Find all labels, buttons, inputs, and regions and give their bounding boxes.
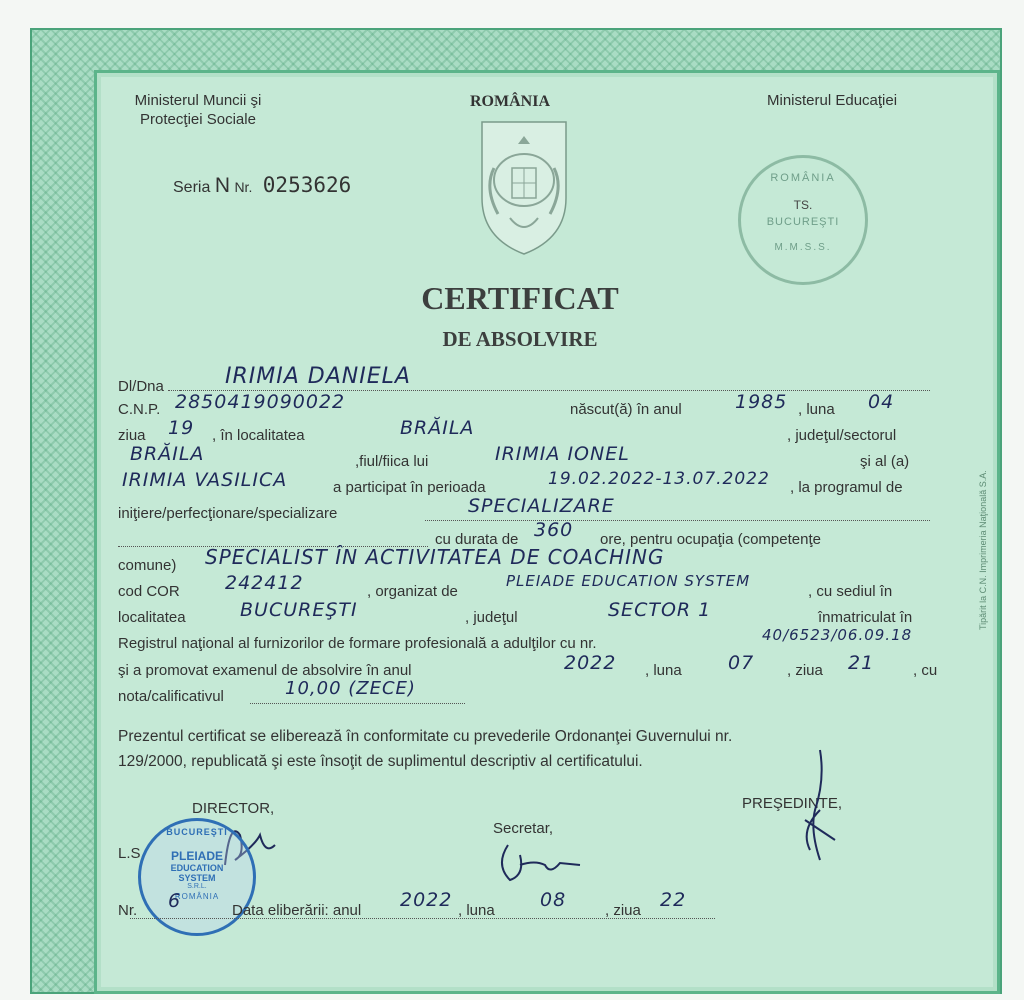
organizer-label: , organizat de xyxy=(367,583,458,600)
form-line-locality: ziua xyxy=(118,427,146,444)
printer-note: Tipărit la C.N. Imprimeria Naţională S.A. xyxy=(978,470,988,630)
mother-name: IRIMIA VASILICA xyxy=(122,469,288,491)
training-period: 19.02.2022-13.07.2022 xyxy=(548,469,770,489)
duration-hours: 360 xyxy=(534,519,574,541)
father-name: IRIMIA IONEL xyxy=(495,443,630,465)
coat-of-arms-icon xyxy=(474,118,574,263)
program-dotted-line xyxy=(425,520,930,521)
period-label: a participat în perioada xyxy=(333,479,486,496)
program-type-label: iniţiere/perfecţionare/specializare xyxy=(118,505,338,522)
with-label: , cu xyxy=(913,662,938,679)
cor-label: cod COR xyxy=(118,583,180,600)
common-label: comune) xyxy=(118,557,177,574)
secretary-signature xyxy=(490,835,590,885)
birth-year: 1985 xyxy=(735,391,788,413)
cor-code: 242412 xyxy=(225,572,304,594)
issue-day-label: , ziua xyxy=(605,902,641,919)
legal-note-2: 129/2000, republicată şi este însoţit de suplimentul descriptiv al certificatului. xyxy=(118,753,643,770)
certificate-title: CERTIFICAT xyxy=(421,280,619,316)
exam-month: 07 xyxy=(728,652,755,674)
embossed-seal: ROMÂNIA TS. BUCUREŞTI M.M.S.S. xyxy=(738,155,868,285)
and-label: şi al (a) xyxy=(860,453,910,470)
seat-label: , cu sediul în xyxy=(808,583,893,600)
occupation-name: SPECIALIST ÎN ACTIVITATEA DE COACHING xyxy=(205,545,665,569)
county-label: , judeţul/sectorul xyxy=(787,427,897,444)
footer-nr-label: Nr. xyxy=(118,902,138,919)
born-label-group: născut(ă) în anul xyxy=(570,401,682,418)
locality-label: , în localitatea xyxy=(212,427,305,444)
registered-label: înmatriculat în xyxy=(818,609,913,626)
grade-value: 10,00 (ZECE) xyxy=(285,678,416,699)
program-label: , la programul de xyxy=(790,479,903,496)
seat-county-label: , judeţul xyxy=(465,609,518,626)
issue-day: 22 xyxy=(660,889,687,911)
registry-label: Registrul naţional al furnizorilor de formare profesională a adulţilor cu nr. xyxy=(118,635,597,652)
registry-number: 40/6523/06.09.18 xyxy=(762,626,913,644)
seat-county: SECTOR 1 xyxy=(608,599,712,621)
birth-county: BRĂILA xyxy=(130,443,205,465)
exam-day: 21 xyxy=(848,652,875,674)
serial-number-row: Seria N Nr. 0253626 xyxy=(173,173,352,197)
birth-locality: BRĂILA xyxy=(400,417,475,439)
duration-label: cu durata de xyxy=(435,531,519,548)
exam-day-label: , ziua xyxy=(787,662,823,679)
secretary-label: Secretar, xyxy=(493,820,554,837)
organizer-name: PLEIADE EDUCATION SYSTEM xyxy=(506,572,751,590)
director-label: DIRECTOR, xyxy=(192,800,275,817)
organization-stamp: BUCUREŞTI PLEIADE EDUCATION SYSTEM S.R.L. ROMÂNIA xyxy=(138,818,256,936)
cnp-value: 2850419090022 xyxy=(175,391,346,413)
president-label: PREŞEDINTE, xyxy=(742,795,843,812)
birth-month: 04 xyxy=(868,391,895,413)
holder-name: IRIMIA DANIELA xyxy=(225,364,411,389)
exam-year: 2022 xyxy=(564,652,617,674)
certificate-subtitle: DE ABSOLVIRE xyxy=(442,327,598,351)
seat-locality-label: localitatea xyxy=(118,609,186,626)
birth-day: 19 xyxy=(168,417,195,439)
issue-month: 08 xyxy=(540,889,567,911)
seat-city: BUCUREŞTI xyxy=(240,599,358,621)
legal-note-1: Prezentul certificat se eliberează în conformitate cu prevederile Ordonanţei Guvernului nr. xyxy=(118,728,733,745)
form-line-cnp: C.N.P. xyxy=(118,401,161,418)
president-signature xyxy=(790,740,850,880)
program-type: SPECIALIZARE xyxy=(468,495,615,517)
grade-dotted-line xyxy=(250,703,465,704)
ls-label: L.S. xyxy=(118,845,145,862)
form-line-name: Dl/Dna xyxy=(118,375,228,395)
right-ministry: Ministerul Educaţiei xyxy=(767,92,898,109)
grade-label: nota/calificativul xyxy=(118,688,224,705)
issue-year: 2022 xyxy=(400,889,453,911)
exam-month-label: , luna xyxy=(645,662,682,679)
footer-dotted-line xyxy=(130,918,715,919)
occupation-label: ore, pentru ocupaţia (competenţe xyxy=(600,531,821,548)
issue-date-label: Data eliberării: anul xyxy=(232,902,362,919)
footer-nr: 6 xyxy=(168,890,182,912)
issue-month-label: , luna xyxy=(458,902,495,919)
left-ministry: Ministerul Muncii şi Protecţiei Sociale xyxy=(134,92,262,128)
country-name: ROMÂNIA xyxy=(470,93,550,110)
exam-label: şi a promovat examenul de absolvire în anul xyxy=(118,662,412,679)
month-label: , luna xyxy=(798,401,835,418)
child-of-label: ,fiul/fiica lui xyxy=(355,453,429,470)
